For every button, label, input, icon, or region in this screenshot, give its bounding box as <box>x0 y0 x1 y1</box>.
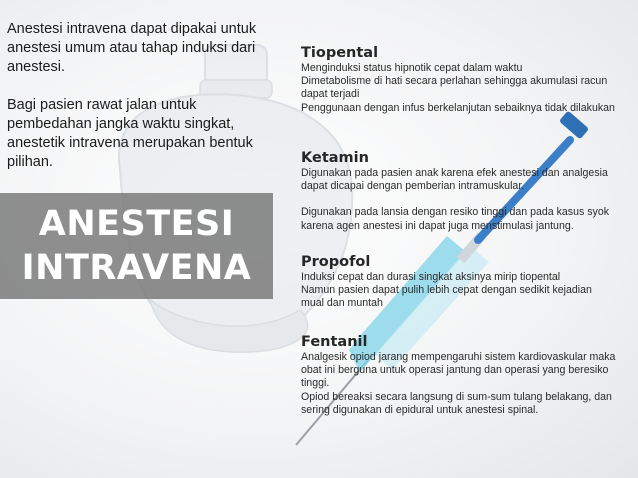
drug-heading-fentanil: Fentanil <box>301 334 368 350</box>
drug-text: Induksi cepat dan durasi singkat aksinya mirip tiopental <box>301 271 561 283</box>
drug-text: Menginduksi status hipnotik cepat dalam waktu <box>301 62 523 74</box>
intro-paragraph-1: Anestesi intravena dapat dipakai untuk anestesi umum atau tahap induksi dari anestesi. <box>7 21 257 75</box>
slide-title-line-1: ANESTESI <box>38 204 235 244</box>
intro-paragraph-2: Bagi pasien rawat jalan untuk pembedahan jangka waktu singkat, anestetik intravena merupakan bentuk pilihan. <box>7 97 253 170</box>
drug-text: Opiod bereaksi secara langsung di sum-sum tulang belakang, dan sering digunakan di epidural untuk anestesi spinal. <box>301 390 612 416</box>
drug-section-ketamin <box>301 150 616 233</box>
drug-text: Penggunaan dengan infus berkelanjutan sebaiknya tidak dilakukan <box>301 101 615 114</box>
drug-text: Digunakan pada pasien anak karena efek anestesi dan analgesia dapat dicapai dengan pemberian intramuskular. <box>301 167 608 193</box>
drug-text: Namun pasien dapat pulih lebih cepat dengan sedikit kejadian mual dan muntah <box>301 284 592 310</box>
intro-text <box>7 20 277 191</box>
drug-heading-ketamin: Ketamin <box>301 150 369 166</box>
drug-heading-tiopental: Tiopental <box>301 45 379 61</box>
drug-text: Analgesik opiod jarang mempengaruhi sistem kardiovaskular maka obat ini berguna untuk operasi jantung dan operasi yang beresiko tinggi. <box>301 351 616 390</box>
drug-section-fentanil <box>301 334 616 417</box>
drug-text: Dimetabolisme di hati secara perlahan sehingga akumulasi racun dapat terjadi <box>301 75 608 101</box>
title-band <box>0 193 273 299</box>
slide-title-line-2: INTRAVENA <box>21 248 252 288</box>
drug-heading-propofol: Propofol <box>301 254 371 270</box>
drug-text: Digunakan pada lansia dengan resiko tinggi dan pada kasus syok karena agen anestesi ini dapat juga menstimulasi jantung. <box>301 206 610 232</box>
drug-section-tiopental <box>301 45 616 115</box>
drug-section-propofol <box>301 254 616 311</box>
slide-title <box>22 202 252 290</box>
